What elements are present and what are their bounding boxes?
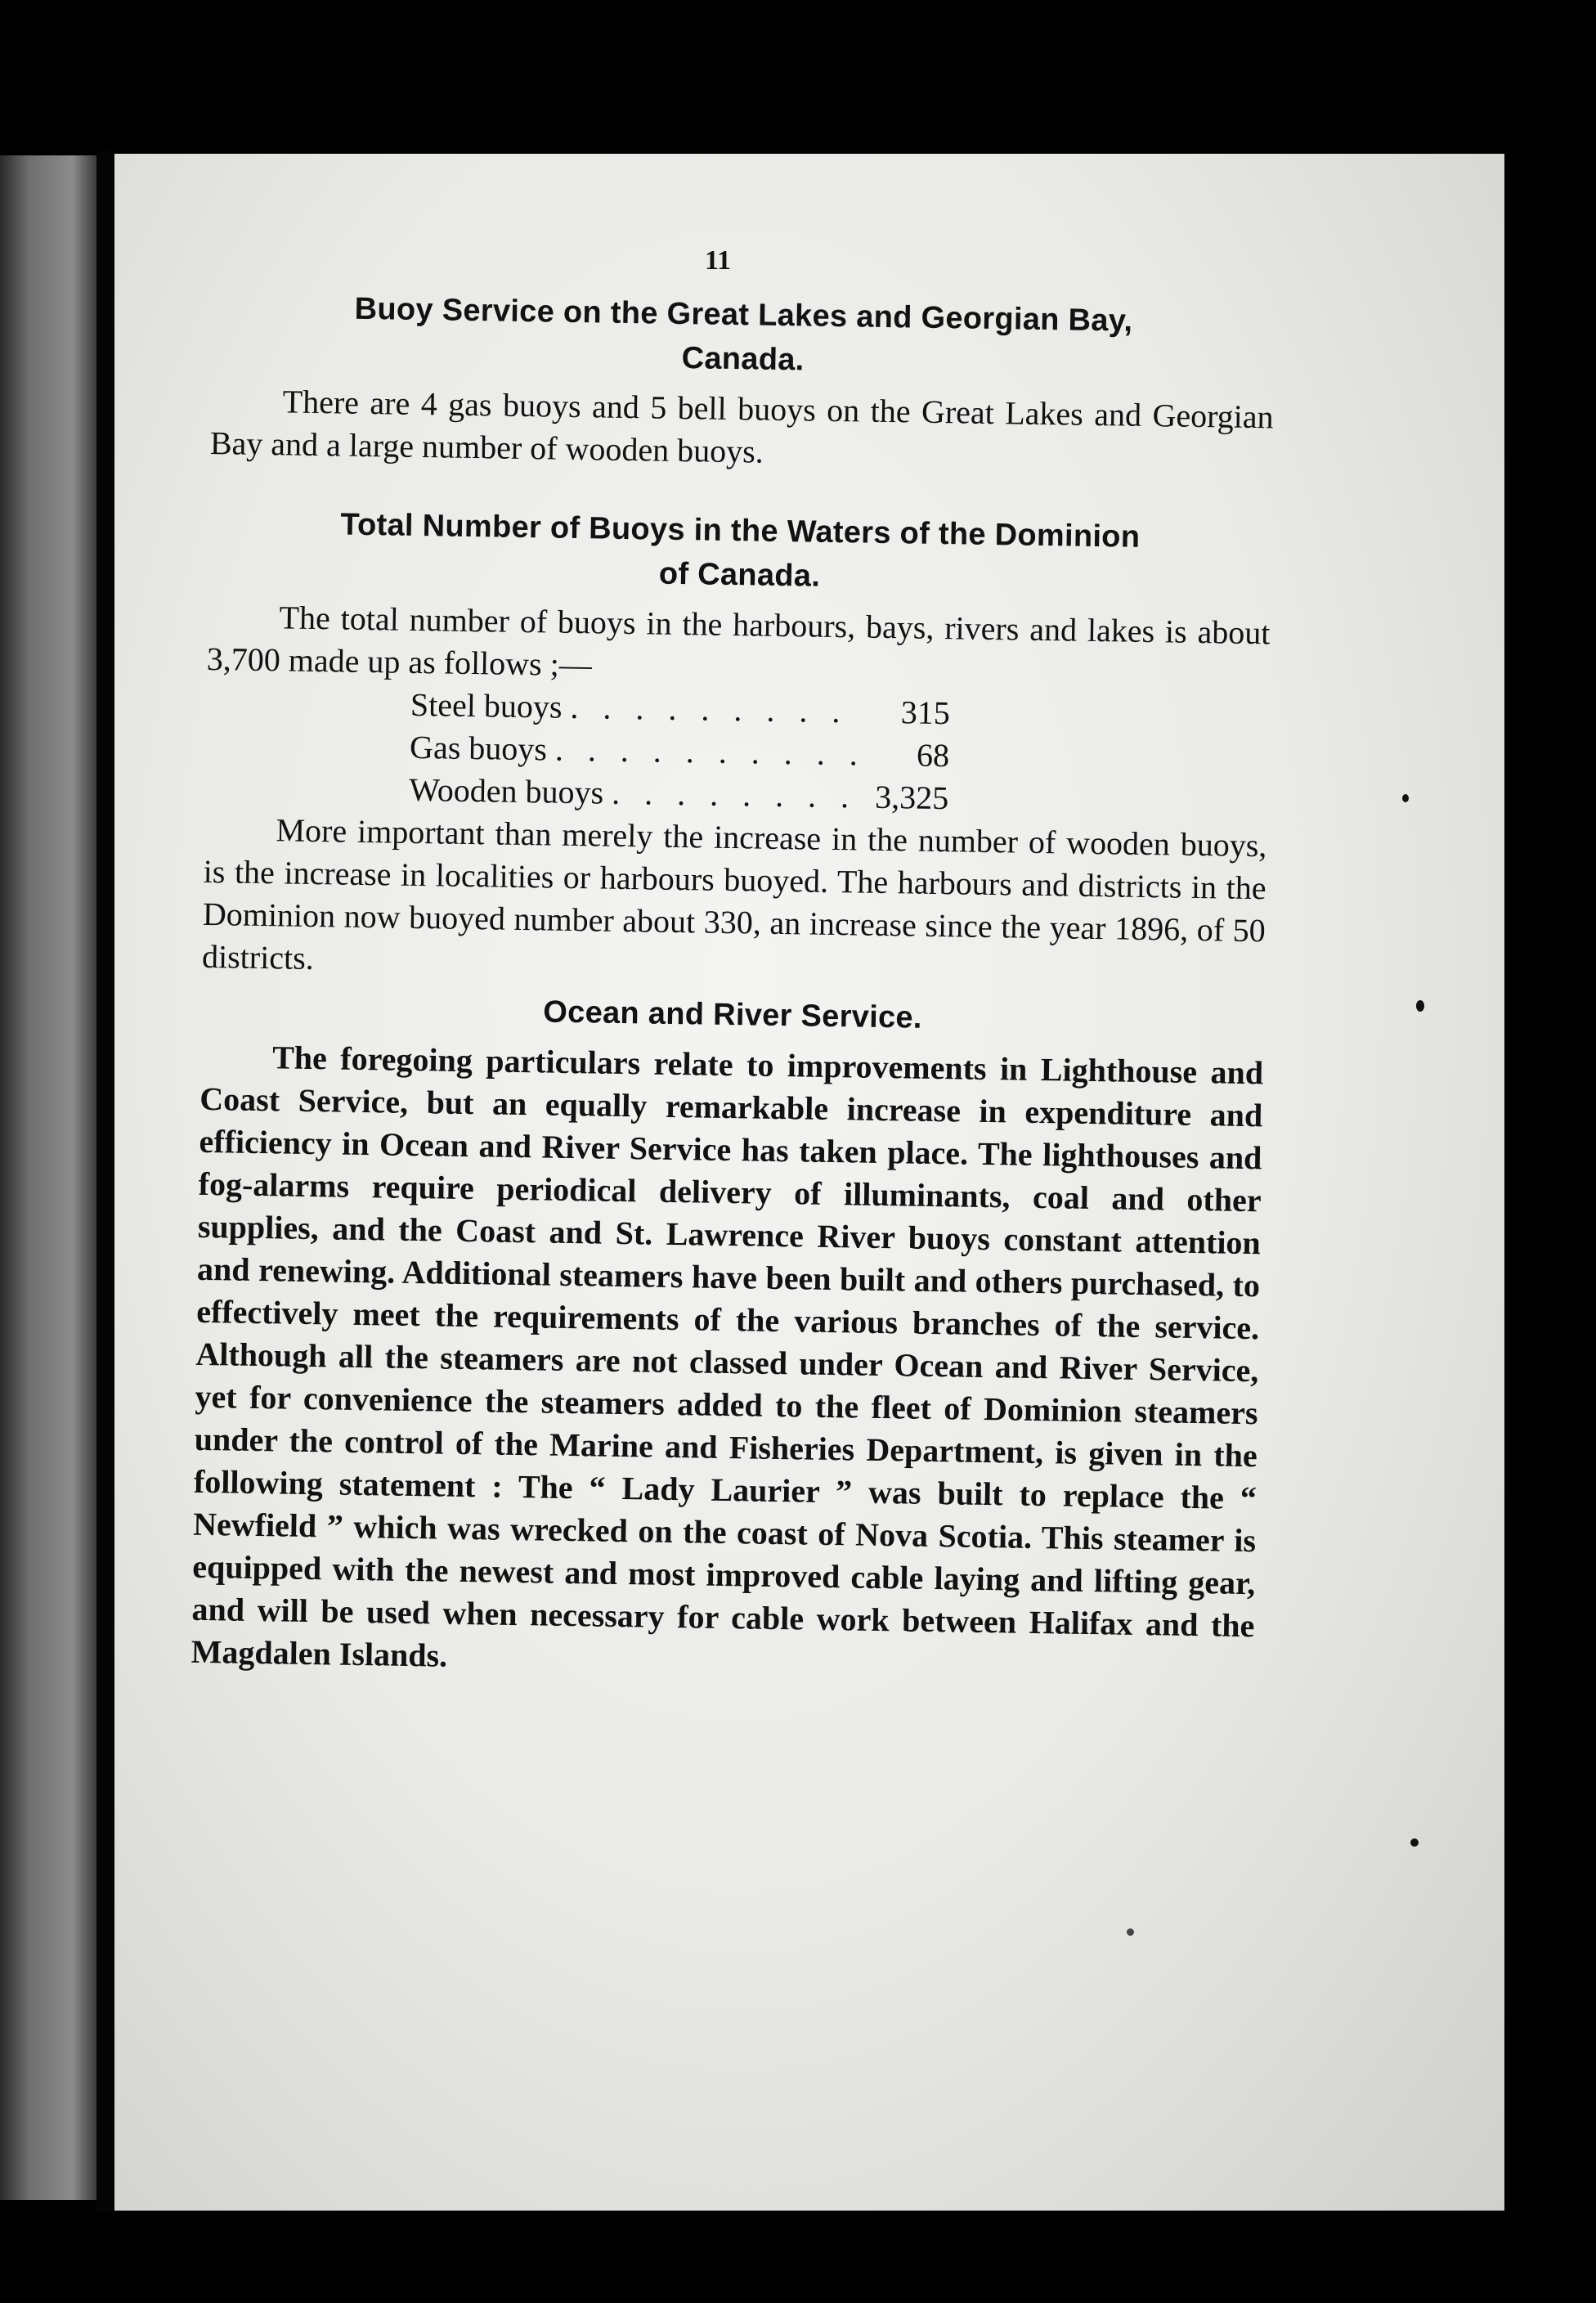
paragraph: There are 4 gas buoys and 5 bell buoys on the Great Lakes and Georgian Bay and a large number of wooden buoys. <box>209 383 1274 470</box>
section-buoy-service <box>210 285 1275 481</box>
item-label: Wooden buoys <box>408 770 604 811</box>
adjacent-page-edge <box>0 155 96 2200</box>
item-label: Steel buoys <box>410 685 563 725</box>
document-page <box>114 154 1504 2211</box>
section-heading <box>208 501 1272 605</box>
heading-line: Canada. <box>681 341 805 378</box>
paragraph: More important than merely the increase in the number of wooden buoys, is the increase in localities or harbours buoyed. The harbours and districts in the Dominion now buoyed number about 330, an increase since the year 1896, of 50 districts. <box>201 811 1267 977</box>
section-heading <box>211 285 1275 389</box>
heading-line: Total Number of Buoys in the Waters of the Dominion <box>340 507 1141 554</box>
item-label: Gas buoys <box>409 728 548 768</box>
item-value: 3,325 <box>874 778 949 817</box>
dust-speck <box>1127 1928 1134 1936</box>
heading-line: of Canada. <box>658 556 821 594</box>
item-value: 315 <box>900 694 951 732</box>
book-spine <box>96 151 114 2212</box>
dot-leader <box>546 728 859 775</box>
section-total-number <box>202 501 1272 994</box>
dust-speck <box>1416 1000 1424 1012</box>
section-heading: Ocean and River Service. <box>543 994 923 1035</box>
paragraph: The foregoing particulars relate to improvements in Lighthouse and Coast Service, but an equally remarkable increase in expenditure and efficiency in Ocean and River Service has taken place. The lighthouses and fog-alarms require periodical delivery of illuminants, coal and other supplies, and the Coast and St. Lawrence River buoys constant attention and renewing. Additional steamers have been built and others purchased, to effectively meet the requirements of the various branches of the service. Although all the steamers are not classed under Ocean and River Service, yet for convenience the steamers added to the fleet of Dominion steamers under the control of the Marine and Fisheries Department, is given in the following statement : The “ Lady Laurier ” was built to replace the “ Newfield ” which was wrecked on the coast of Nova Scotia. This steamer is equipped with the newest and most improved cable laying and lifting gear, and will be used when necessary for cable work between Halifax and the Magdalen Islands. <box>191 1039 1264 1674</box>
dot-leader <box>603 772 859 819</box>
item-value: 68 <box>916 736 950 774</box>
dust-speck <box>1402 794 1409 802</box>
page-content <box>191 285 1275 1690</box>
dust-speck <box>1410 1838 1419 1847</box>
heading-line: Buoy Service on the Great Lakes and Georgian Bay, <box>354 291 1133 339</box>
page-number: 11 <box>704 245 732 276</box>
paragraph: The total number of buoys in the harbours, bays, rivers and lakes is about 3,700 made up as follows ;— <box>206 599 1271 684</box>
section-ocean-river <box>191 985 1264 1690</box>
dot-leader <box>562 686 860 734</box>
buoy-count-list <box>409 684 950 819</box>
